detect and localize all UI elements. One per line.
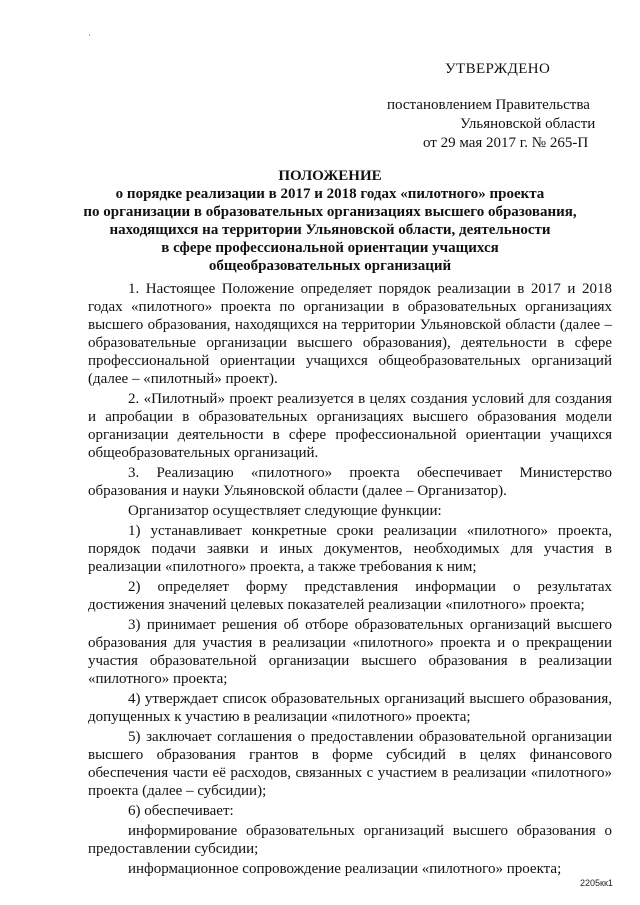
paragraph-3: 3. Реализацию «пилотного» проекта обеспечивает Министерство образования и науки Ульяновской области (далее – Организатор).	[88, 465, 612, 499]
document-body	[88, 280, 612, 880]
approval-line-1: постановлением Правительства	[387, 97, 590, 113]
paragraph-functions-intro: Организатор осуществляет следующие функции:	[128, 503, 442, 519]
title-line-5: общеобразовательных организаций	[208, 258, 452, 274]
function-item-5: 5) заключает соглашения о предоставлении образовательной организации высшего образования грантов в форме субсидий в целях финансового обеспечения части её расходов, связанных с участием в реализации «пилотного» проекта (далее – субсидии);	[88, 729, 612, 799]
approval-stamp-block	[387, 60, 617, 153]
function-item-1: 1) устанавливает конкретные сроки реализации «пилотного» проекта, порядок подачи заявки и иных документов, необходимых для участия в реализации «пилотного» проекта, а также требования к ним;	[88, 523, 612, 575]
approval-line-3: от 29 мая 2017 г. № 265-П	[423, 135, 589, 151]
function-item-6: 6) обеспечивает:	[128, 803, 234, 819]
title-heading: ПОЛОЖЕНИЕ	[278, 168, 382, 184]
function-item-4: 4) утверждает список образовательных организаций высшего образования, допущенных к участию в реализации «пилотного» проекта;	[88, 691, 612, 725]
approval-heading: УТВЕРЖДЕНО	[445, 61, 551, 77]
scan-mark: ·	[88, 30, 91, 40]
title-line-1: о порядке реализации в 2017 и 2018 годах «пилотного» проекта	[115, 186, 545, 202]
function-item-6-sub-1: информирование образовательных организаций высшего образования о предоставлении субсидии;	[88, 823, 612, 857]
title-line-3: находящихся на территории Ульяновской области, деятельности	[109, 222, 551, 238]
paragraph-2: 2. «Пилотный» проект реализуется в целях создания условий для создания и апробации в образовательных организациях высшего образования модели организации деятельности в сфере профессиональной ориентации учащихся общеобразовательных организаций.	[88, 391, 612, 461]
function-item-6-sub-2: информационное сопровождение реализации «пилотного» проекта;	[128, 861, 562, 877]
paragraph-1: 1. Настоящее Положение определяет порядок реализации в 2017 и 2018 годах «пилотного» проекта по организации в образовательных организациях высшего образования, находящихся на территории Ульяновской области (далее – образовательные организации высшего образования), деятельности в сфере профессиональной ориентации учащихся общеобразовательных организаций (далее – «пилотный» проект).	[88, 281, 612, 387]
footer-code: 2205кк1	[580, 878, 613, 888]
function-item-2: 2) определяет форму представления информации о результатах достижения значений целевых показателей реализации «пилотного» проекта;	[88, 579, 612, 613]
title-line-2: по организации в образовательных организациях высшего образования,	[83, 204, 577, 220]
title-line-4: в сфере профессиональной ориентации учащихся	[161, 240, 499, 256]
document-title	[70, 167, 590, 275]
approval-line-2: Ульяновской области	[460, 116, 596, 132]
function-item-3: 3) принимает решения об отборе образовательных организаций высшего образования для участия в реализации «пилотного» проекта и о прекращении участия образовательной организации высшего образования в реализации «пилотного» проекта;	[88, 617, 612, 687]
